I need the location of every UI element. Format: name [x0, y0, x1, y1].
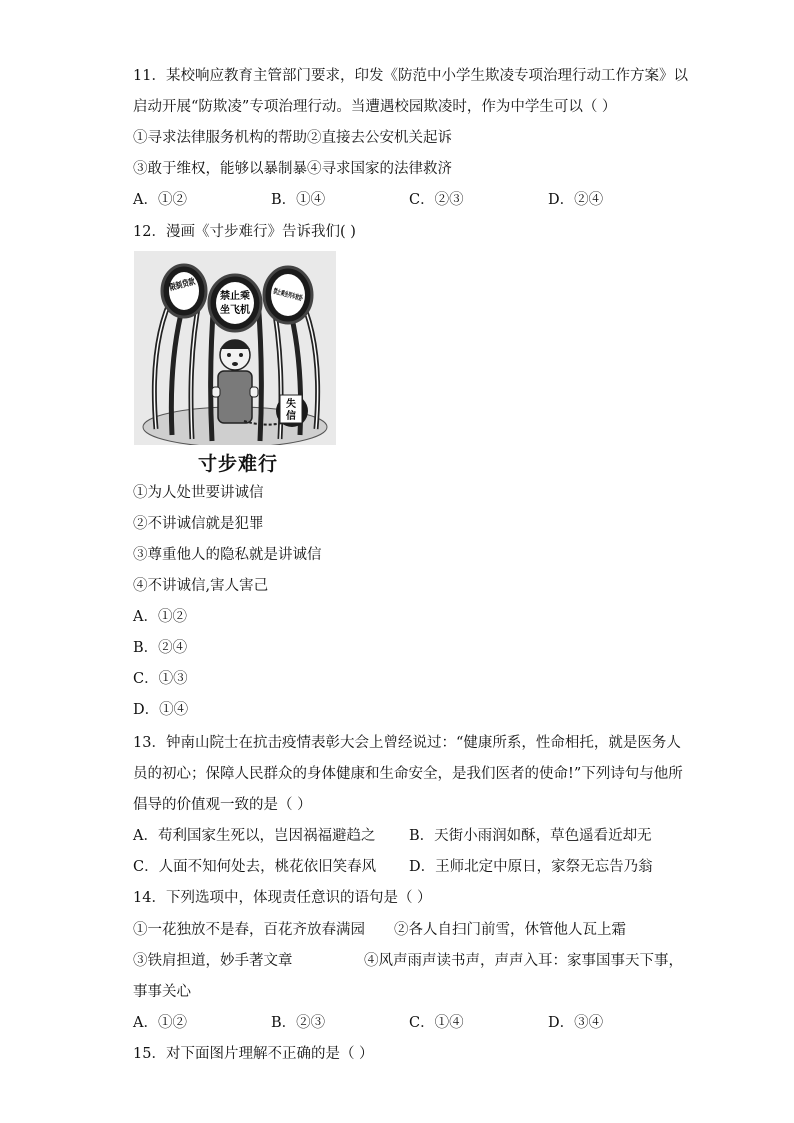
q14-item-4: ④风声雨声读书声，声声入耳：家事国事天下事，	[364, 953, 683, 969]
q12-item-3: ③尊重他人的隐私就是讲诚信	[133, 547, 322, 563]
q13-stem-line3: 倡导的价值观一致的是（ ）	[133, 797, 312, 813]
q12-option-a[interactable]: A．①②	[133, 609, 187, 625]
q12-item-2: ②不讲诚信就是犯罪	[133, 516, 264, 532]
q13-stem-line2: 员的初心；保障人民群众的身体健康和生命安全，是我们医者的使命!”下列诗句与他所	[133, 766, 683, 782]
q13-option-c[interactable]: C．人面不知何处去，桃花依旧笑春风	[133, 859, 377, 875]
q11-option-c[interactable]: C．②③	[409, 192, 464, 208]
q12-item-1: ①为人处世要讲诚信	[133, 485, 264, 501]
cartoon-caption: 寸步难行	[198, 453, 279, 475]
cartoon-drawing	[134, 251, 336, 445]
sign-center	[209, 275, 261, 331]
q13-option-a[interactable]: A．苟利国家生死以，岂因祸福避趋之	[133, 828, 376, 844]
q14-option-b[interactable]: B．②③	[271, 1015, 326, 1031]
q11-item-line2: ③敢于维权，能够以暴制暴④寻求国家的法律救济	[133, 161, 452, 177]
q14-option-c[interactable]: C．①④	[409, 1015, 464, 1031]
cartoon-figure	[134, 251, 336, 473]
q15-stem: 15．对下面图片理解不正确的是（ ）	[133, 1046, 374, 1062]
q11-item-line1: ①寻求法律服务机构的帮助②直接去公安机关起诉	[133, 130, 452, 146]
q11-option-b[interactable]: B．①④	[271, 192, 326, 208]
q11-stem-line1: 11．某校响应教育主管部门要求，印发《防范中小学生欺凌专项治理行动工作方案》以	[133, 68, 688, 84]
cartoon-image	[134, 251, 336, 445]
sign-left-text: 限制贷款	[168, 274, 205, 294]
q14-stem: 14．下列选项中，体现责任意识的语句是（ ）	[133, 890, 432, 906]
q14-item-3: ③铁肩担道，妙手著文章	[133, 953, 293, 969]
sign-center-line2: 坐飞机	[220, 305, 250, 316]
q12-stem: 12．漫画《寸步难行》告诉我们( )	[133, 224, 356, 240]
q12-option-d[interactable]: D．①④	[133, 702, 189, 718]
q12-option-b[interactable]: B．②④	[133, 640, 188, 656]
weight-label-line2: 信	[286, 411, 296, 422]
q13-option-b[interactable]: B．天街小雨润如酥，草色遥看近却无	[409, 828, 652, 844]
q11-option-d[interactable]: D．②④	[548, 192, 604, 208]
q14-item-2: ②各人自扫门前雪，休管他人瓦上霜	[394, 922, 626, 938]
q12-item-4: ④不讲诚信,害人害己	[133, 578, 269, 594]
q12-option-c[interactable]: C．①③	[133, 671, 188, 687]
q14-option-d[interactable]: D．③④	[548, 1015, 604, 1031]
q11-stem-line2: 启动开展“防欺凌”专项治理行动。当遭遇校园欺凌时，作为中学生可以（ ）	[133, 99, 617, 115]
sign-right-text: 禁止乘坐列车软卧	[272, 287, 329, 310]
q13-stem-line1: 13．钟南山院士在抗击疫情表彰大会上曾经说过：“健康所系，性命相托，就是医务人	[133, 735, 681, 751]
sign-center-line1: 禁止乘	[220, 291, 250, 302]
q13-option-d[interactable]: D．王师北定中原日，家祭无忘告乃翁	[409, 859, 653, 875]
q14-item-4-continued: 事事关心	[133, 984, 191, 1000]
person-figure	[212, 340, 258, 423]
q14-item-1: ①一花独放不是春，百花齐放春满园	[133, 922, 365, 938]
q11-option-a[interactable]: A．①②	[133, 192, 187, 208]
sign-right	[264, 267, 329, 323]
weight-label-line1: 失	[286, 399, 296, 410]
sign-left	[162, 265, 206, 317]
q14-option-a[interactable]: A．①②	[133, 1015, 187, 1031]
